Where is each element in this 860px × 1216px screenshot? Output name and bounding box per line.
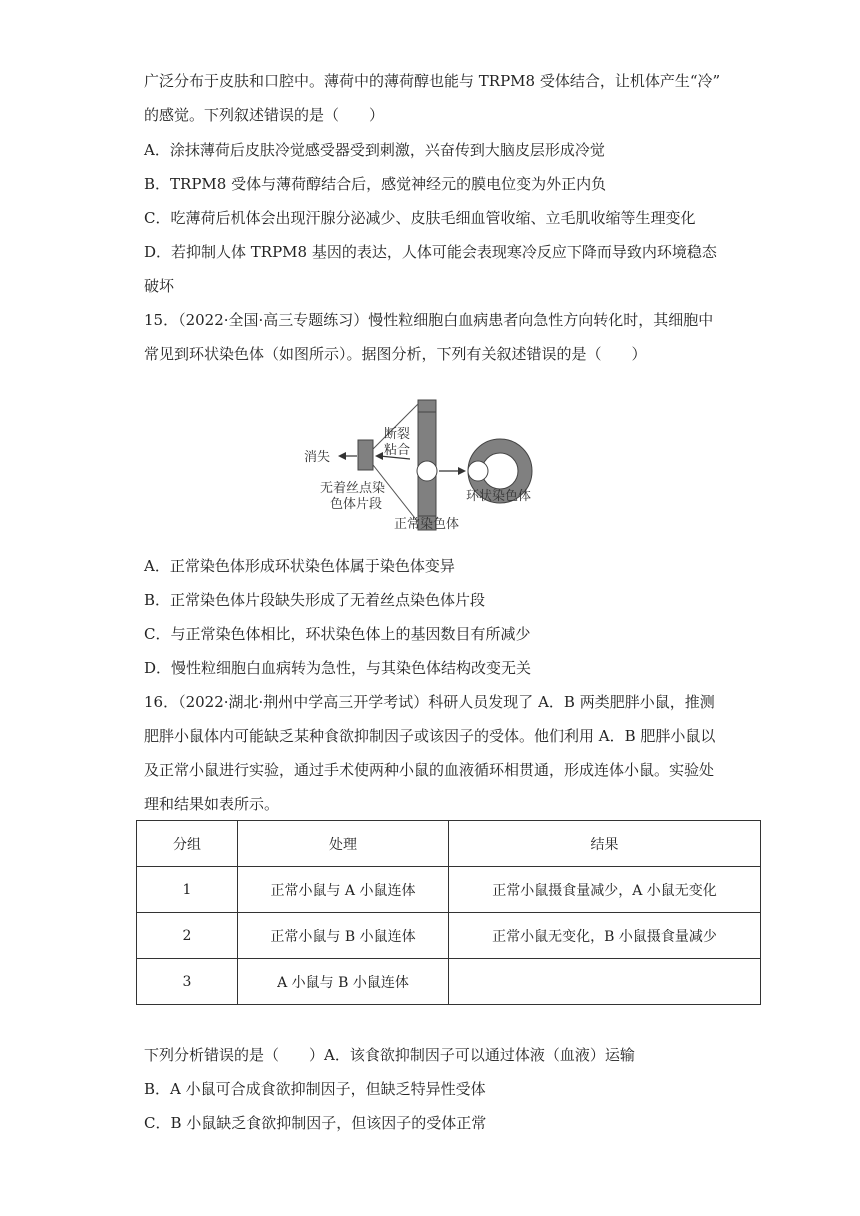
table-row: [137, 959, 761, 1005]
q14-option-b: B．TRPM8 受体与薄荷醇结合后，感觉神经元的膜电位变为外正内负: [144, 175, 607, 193]
cell-treatment: A 小鼠与 B 小鼠连体: [238, 959, 449, 1005]
q16-question-option-a: 下列分析错误的是（ ）A．该食欲抑制因子可以通过体液（血液）运输: [144, 1046, 635, 1064]
cell-treatment: 正常小鼠与 B 小鼠连体: [238, 913, 449, 959]
experiment-table: [136, 820, 761, 1005]
label-break: 断裂: [384, 427, 411, 442]
q16-stem-line-3: 及正常小鼠进行实验，通过手术使两种小鼠的血液循环相贯通，形成连体小鼠。实验处: [144, 761, 715, 779]
table-row: [137, 867, 761, 913]
q15-option-b: B．正常染色体片段缺失形成了无着丝点染色体片段: [144, 591, 486, 609]
header-result: 结果: [449, 821, 761, 867]
arrow-to-ring: [458, 467, 466, 475]
label-disappear: 消失: [304, 450, 331, 465]
cell-group: 1: [137, 867, 238, 913]
arrow-to-disappear: [338, 452, 346, 460]
q14-option-a: A．涂抹薄荷后皮肤冷觉感受器受到刺激，兴奋传到大脑皮层形成冷觉: [144, 141, 605, 159]
cell-group: 2: [137, 913, 238, 959]
q15-option-d: D．慢性粒细胞白血病转为急性，与其染色体结构改变无关: [144, 659, 532, 677]
cell-treatment: 正常小鼠与 A 小鼠连体: [238, 867, 449, 913]
q15-option-a: A．正常染色体形成环状染色体属于染色体变异: [144, 557, 455, 575]
ring-centromere: [468, 461, 488, 481]
q14-option-c: C．吃薄荷后机体会出现汗腺分泌减少、皮肤毛细血管收缩、立毛肌收缩等生理变化: [144, 209, 696, 227]
intro-line-2: 的感觉。下列叙述错误的是（ ）: [144, 106, 385, 124]
q16-option-c: C．B 小鼠缺乏食欲抑制因子，但该因子的受体正常: [144, 1114, 487, 1132]
q16-option-b: B．A 小鼠可合成食欲抑制因子，但缺乏特异性受体: [144, 1080, 486, 1098]
label-ring-chromosome: 环状染色体: [466, 489, 532, 504]
ring-chromosome-figure: [300, 384, 560, 544]
acentric-fragment: [358, 440, 373, 470]
label-normal-chromosome: 正常染色体: [394, 517, 460, 532]
intro-line-1: 广泛分布于皮肤和口腔中。薄荷中的薄荷醇也能与 TRPM8 受体结合，让机体产生“冷”: [144, 72, 721, 90]
header-group: 分组: [137, 821, 238, 867]
cell-result: 正常小鼠摄食量减少，A 小鼠无变化: [449, 867, 761, 913]
q16-stem-line-4: 理和结果如表所示。: [144, 795, 280, 813]
cell-result: 正常小鼠无变化，B 小鼠摄食量减少: [449, 913, 761, 959]
centromere: [417, 461, 437, 481]
cell-group: 3: [137, 959, 238, 1005]
q16-stem-line-2: 肥胖小鼠体内可能缺乏某种食欲抑制因子或该因子的受体。他们利用 A．B 肥胖小鼠以: [144, 727, 716, 745]
arrow-to-fragment: [375, 452, 383, 460]
label-join: 粘合: [384, 443, 411, 458]
q14-option-d-cont: 破坏: [144, 277, 175, 295]
label-acentric-1: 无着丝点染: [320, 481, 386, 496]
table-row: [137, 913, 761, 959]
label-acentric-2: 色体片段: [330, 497, 383, 512]
q16-stem-line-1: 16．（2022·湖北·荆州中学高三开学考试）科研人员发现了 A．B 两类肥胖小鼠，推测: [144, 693, 715, 711]
q15-option-c: C．与正常染色体相比，环状染色体上的基因数目有所减少: [144, 625, 531, 643]
q14-option-d: D．若抑制人体 TRPM8 基因的表达，人体可能会表现寒冷反应下降而导致内环境稳态: [144, 243, 717, 261]
header-treatment: 处理: [238, 821, 449, 867]
table-header-row: [137, 821, 761, 867]
cell-result: [449, 959, 761, 1005]
q15-stem-line-1: 15．（2022·全国·高三专题练习）慢性粒细胞白血病患者向急性方向转化时，其细胞中: [144, 311, 714, 329]
q15-stem-line-2: 常见到环状染色体（如图所示）。据图分析，下列有关叙述错误的是（ ）: [144, 345, 647, 363]
